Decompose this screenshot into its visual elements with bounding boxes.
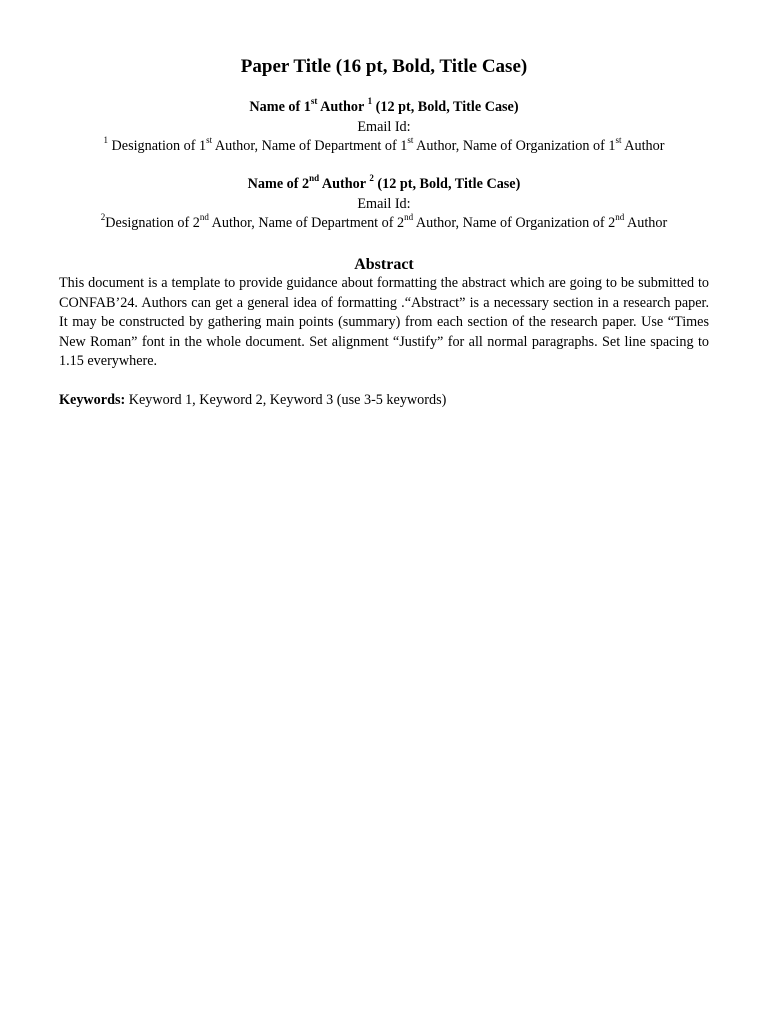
author2-aff-part-a: Designation of 2 (105, 215, 200, 231)
author2-name-ordinal: nd (309, 173, 320, 184)
author2-aff-part-c: Author, Name of Organization of 2 (413, 215, 616, 231)
author1-aff-ordinal-3: st (615, 135, 622, 146)
author2-name-mid: Author (319, 176, 370, 192)
author1-affiliation (0, 137, 768, 156)
keywords-line (59, 391, 709, 411)
author2-aff-ordinal-2: nd (404, 212, 414, 223)
author2-aff-marker: 2 (100, 212, 106, 223)
author1-aff-marker: 1 (103, 135, 108, 146)
author2-aff-ordinal-1: nd (199, 212, 209, 223)
author1-aff-ordinal-1: st (206, 135, 213, 146)
author1-aff-part-a: Designation of 1 (108, 138, 207, 154)
author2-name-prefix: Name of 2 (247, 176, 310, 192)
author1-email: Email Id: (357, 119, 411, 135)
author1-aff-part-d: Author (621, 138, 665, 154)
author1-name-mid: Author (317, 99, 368, 115)
abstract-body: This document is a template to provide guidance about formatting the abstract which are going to be submitted to CONFAB’24. Authors can get a general idea of formatting .“Abstract” is a necessary section in a research paper. It may be constructed by gathering main points (summary) from each section of the research paper. Use “Times New Roman” font in the whole document. Set alignment “Justify” for all normal paragraphs. Set line spacing to 1.15 everywhere. (59, 275, 709, 370)
author2-aff-part-d: Author (624, 215, 668, 231)
author1-name-ordinal: st (310, 96, 318, 107)
abstract-heading: Abstract (354, 256, 414, 273)
author2-email: Email Id: (357, 196, 411, 212)
author1-name-marker: 1 (367, 96, 373, 107)
keywords-label: Keywords: (59, 392, 126, 408)
author1-name-suffix: (12 pt, Bold, Title Case) (372, 99, 519, 115)
author2-name-suffix: (12 pt, Bold, Title Case) (373, 176, 521, 192)
author1-aff-ordinal-2: st (407, 135, 414, 146)
paper-title: Paper Title (16 pt, Bold, Title Case) (240, 56, 528, 77)
author1-aff-part-b: Author, Name of Department of 1 (212, 138, 408, 154)
author1-name (0, 98, 768, 117)
author2-aff-ordinal-3: nd (615, 212, 625, 223)
author2-name-marker: 2 (369, 173, 374, 184)
keywords-text: Keyword 1, Keyword 2, Keyword 3 (use 3-5 keywords) (125, 392, 447, 408)
author2-aff-part-b: Author, Name of Department of 2 (208, 215, 405, 231)
author2-affiliation (0, 214, 768, 233)
author1-aff-part-c: Author, Name of Organization of 1 (413, 138, 616, 154)
author1-name-prefix: Name of 1 (249, 99, 311, 115)
author2-name (0, 175, 768, 194)
